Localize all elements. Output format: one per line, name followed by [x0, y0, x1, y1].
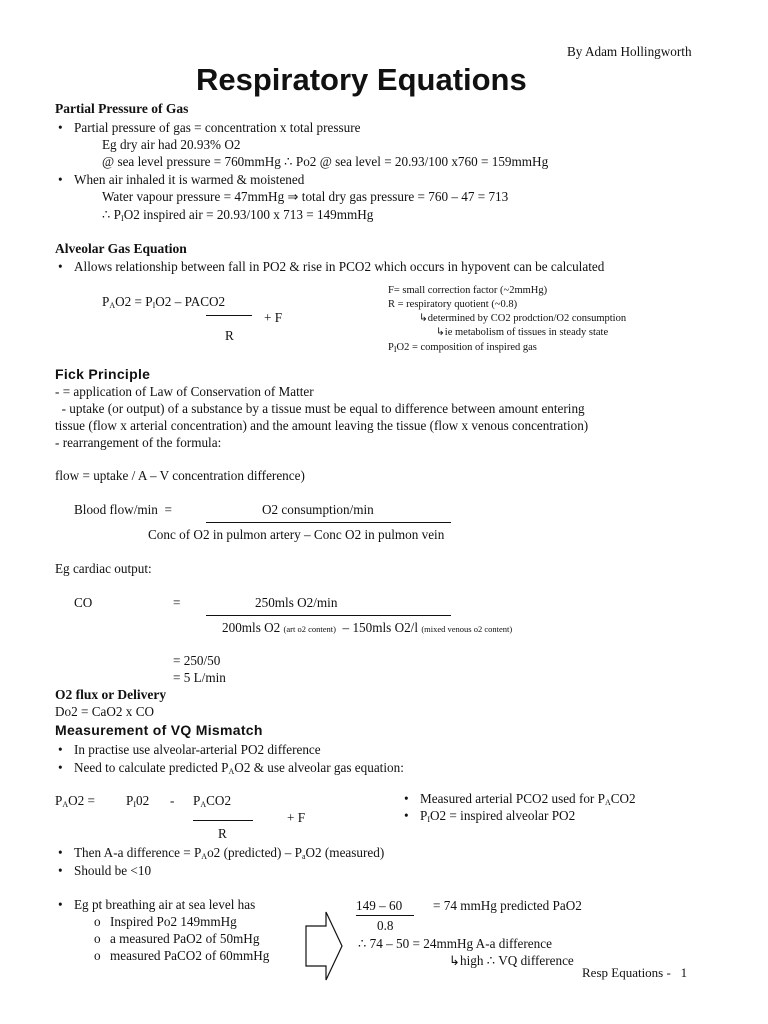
co-denominator: 200mls O2 (art o2 content) – 150mls O2/l (mixed venous o2 content)	[222, 620, 513, 635]
bullet-should-be-under-10: • Should be <10	[74, 863, 151, 879]
co-numerator: 250mls O2/min	[255, 595, 338, 610]
blood-flow-numerator: O2 consumption/min	[262, 502, 374, 517]
section-heading-o2-flux: O2 flux or Delivery	[55, 687, 167, 702]
bullet-partial-pressure-definition: • Partial pressure of gas = concentration x total pressure	[74, 120, 360, 136]
bullet-example-patient: • Eg pt breathing air at sea level has	[74, 897, 255, 913]
co-equals: =	[173, 595, 181, 610]
section-heading-fick: Fick Principle	[55, 366, 151, 382]
co-fraction-bar	[206, 615, 451, 616]
bullet-warmed-moistened: • When air inhaled it is warmed & moistened	[74, 172, 304, 188]
section-heading-partial-pressure: Partial Pressure of Gas	[55, 101, 189, 116]
page-footer: Resp Equations - 1	[582, 965, 688, 980]
fick-line-2: - uptake (or output) of a substance by a tissue must be equal to difference between amount entering	[55, 401, 585, 416]
cardiac-output-example: Eg cardiac output:	[55, 561, 152, 576]
vq-equation-lhs: $P_AO2$ =	[55, 793, 95, 809]
calc-fraction-bar	[356, 915, 414, 916]
fick-line-5: flow = uptake / A – V concentration difference)	[55, 468, 305, 483]
author-byline: By Adam Hollingworth	[567, 44, 692, 59]
alveolar-plus-f: + F	[264, 310, 283, 325]
fick-line-1: - = application of Law of Conservation of Matter	[55, 384, 314, 399]
bullet-alveolar-relationship: • Allows relationship between fall in PO2 & rise in PCO2 which occurs in hypovent can be calculated	[74, 259, 604, 275]
bullet-measured-pco2: • Measured arterial PCO2 used for $P_ACO2$	[420, 791, 636, 811]
section-heading-vq: Measurement of VQ Mismatch	[55, 722, 263, 738]
page-title: Respiratory Equations	[196, 62, 527, 97]
text-water-vapour: Water vapour pressure = 47mmHg ⇒ total dry gas pressure = 760 – 47 = 713	[102, 189, 509, 204]
text-inspired-po2: ∴ $P_IO2$ inspired air = 20.93/100 x 713 = 149mmHg	[102, 207, 374, 223]
note-inspired-gas: $P_IO2$ = composition of inspired gas	[388, 342, 537, 354]
calc-a-a-difference: ∴ 74 – 50 = 24mmHg A-a difference	[358, 936, 552, 951]
bullet-then-a-a-difference: • Then A-a difference = $P_Ao2$ (predicted) – $P_aO2$ (measured)	[74, 845, 384, 865]
alveolar-equation-numerator: $P_AO2 = P_IO2$ – PACO2	[102, 294, 226, 310]
blood-flow-denominator: Conc of O2 in pulmon artery – Conc O2 in pulmon vein	[148, 527, 445, 542]
text-dry-air: Eg dry air had 20.93% O2	[102, 137, 241, 152]
vq-equation-pi: $P_I02$	[126, 793, 150, 809]
calc-denominator: 0.8	[377, 918, 394, 933]
blood-flow-fraction-bar	[206, 522, 451, 523]
calc-high-vq: ↳high ∴ VQ difference	[449, 953, 574, 968]
note-respiratory-quotient: R = respiratory quotient (~0.8)	[388, 299, 518, 310]
alveolar-fraction-bar	[206, 315, 252, 316]
sub-bullet-inspired-po2: o Inspired Po2 149mmHg	[94, 914, 237, 929]
note-correction-factor: F= small correction factor (~2mmHg)	[388, 285, 548, 296]
vq-fraction-bar	[193, 820, 253, 821]
blood-flow-label: Blood flow/min =	[74, 502, 172, 517]
vq-plus-f: + F	[287, 810, 306, 825]
calc-result: = 74 mmHg predicted PaO2	[433, 898, 582, 913]
co-label: CO	[74, 595, 93, 610]
vq-equation-minus: -	[170, 793, 175, 808]
note-co2-production: ↳determined by CO2 prodction/O2 consumption	[419, 313, 627, 324]
fick-line-4: - rearrangement of the formula:	[55, 435, 222, 450]
o2-flux-equation: Do2 = CaO2 x CO	[55, 704, 155, 719]
bullet-a-a-difference: • In practise use alveolar-arterial PO2 difference	[74, 742, 321, 758]
co-result-1: = 250/50	[173, 653, 221, 668]
sub-bullet-measured-pao2: o a measured PaO2 of 50mHg	[94, 931, 260, 946]
arrow-right-icon	[304, 910, 344, 982]
section-heading-alveolar: Alveolar Gas Equation	[55, 241, 187, 256]
alveolar-denominator-r: R	[225, 328, 234, 343]
note-metabolism: ↳ie metabolism of tissues in steady state	[436, 327, 609, 338]
vq-equation-paco2: $P_ACO2$	[193, 793, 232, 809]
calc-numerator: 149 – 60	[356, 898, 403, 913]
text-sea-level-po2: @ sea level pressure = 760mmHg ∴ Po2 @ sea level = 20.93/100 x760 = 159mmHg	[102, 154, 549, 169]
sub-bullet-measured-paco2: o measured PaCO2 of 60mmHg	[94, 948, 270, 963]
bullet-predicted-pao2: • Need to calculate predicted $P_AO2$ & use alveolar gas equation:	[74, 760, 404, 780]
co-result-2: = 5 L/min	[173, 670, 226, 685]
bullet-inspired-alveolar-po2: • $P_IO2$ = inspired alveolar PO2	[420, 808, 575, 828]
fick-line-3: tissue (flow x arterial concentration) and the amount leaving the tissue (flow x venous concentration)	[55, 418, 589, 433]
vq-denominator-r: R	[218, 826, 227, 841]
